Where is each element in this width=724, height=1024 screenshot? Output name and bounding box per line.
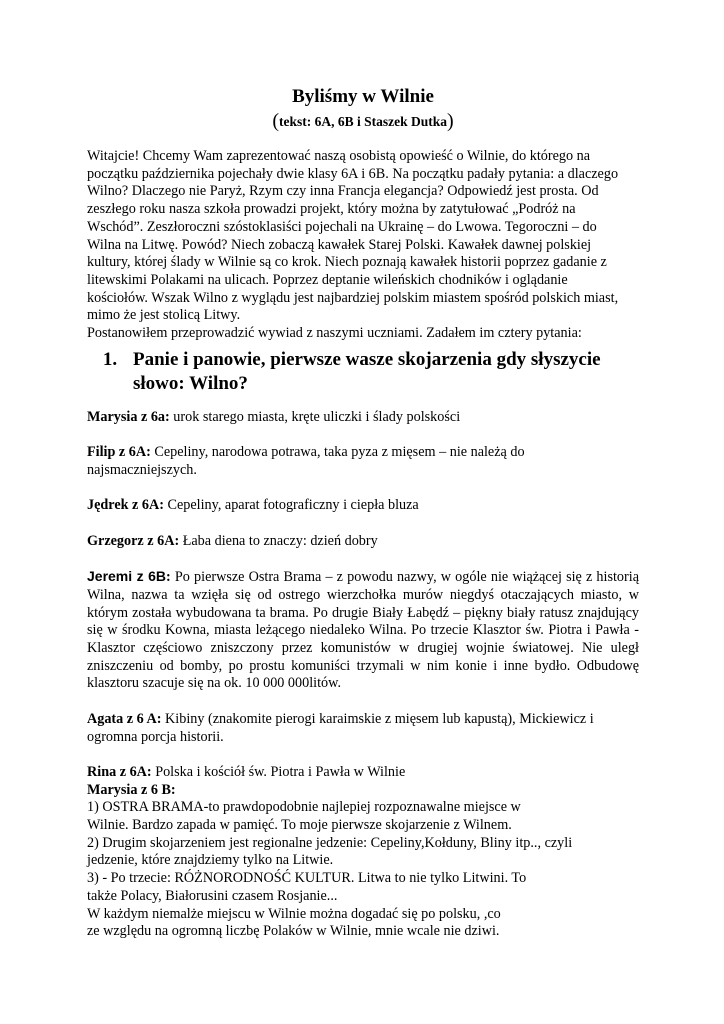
answer-text: urok starego miasta, kręte uliczki i ślady polskości xyxy=(169,409,461,425)
answer-jeremi-6b xyxy=(87,568,639,693)
answer-rina-6a xyxy=(87,764,639,782)
answer-line: jedzenie, które znajdziemy tylko na Litwie. xyxy=(87,852,334,869)
answer-grzegorz-6a xyxy=(87,533,639,551)
answer-text: Cepeliny, narodowa potrawa, taka pyza z mięsem – nie należą do xyxy=(150,444,525,461)
question-heading xyxy=(87,348,639,396)
intro-line: litewskimi Polakami na ulicach. Poprzez deptanie wileńskich chodników i oglądanie xyxy=(87,271,568,288)
answer-line: także Polacy, Białorusini czasem Rosjanie... xyxy=(87,887,338,904)
answer-text: Kibiny (znakomite pierogi karaimskie z mięsem lub kapustą), Mickiewicz i xyxy=(161,710,594,727)
question-number: 1. xyxy=(102,349,118,370)
intro-line: kościołów. Wszak Wilno z wyglądu jest najbardziej polskim miastem spośród polskich miast, xyxy=(87,289,619,306)
answer-line: 3) - Po trzecie: RÓŻNORODNOŚĆ KULTUR. Litwa to nie tylko Litwini. To xyxy=(87,870,527,887)
answer-line: 1) OSTRA BRAMA-to prawdopodobnie najlepiej rozpoznawalne miejsce w xyxy=(87,799,521,816)
answer-line: 2) Drugim skojarzeniem jest regionalne jedzenie: Cepeliny,Kołduny, Bliny itp.., czyli xyxy=(87,834,573,851)
respondent-name: Grzegorz z 6A: xyxy=(87,532,180,549)
document-subtitle xyxy=(87,110,639,133)
intro-line: Wilno? Dlaczego nie Paryż, Rzym czy inna Francja elegancja? Odpowiedź jest prosta. Od xyxy=(87,183,599,200)
document-title: Byliśmy w Wilnie xyxy=(292,86,434,107)
intro-line: Postanowiłem przeprowadzić wywiad z naszymi uczniami. Zadałem im cztery pytania: xyxy=(87,325,582,342)
answer-line: ze względu na ogromną liczbę Polaków w Wilnie, mnie wcale nie dziwi. xyxy=(87,923,500,940)
intro-line: początku października pojechały dwie klasy 6A i 6B. Na początku padały pytania: a dlaczego xyxy=(87,165,619,182)
answer-line: W każdym niemalże miejscu w Wilnie można dogadać się po polsku, ,co xyxy=(87,905,501,922)
intro-line: Wilna na Litwę. Powód? Niech zobaczą kawałek Starej Polski. Kawałek dawnej polskiej xyxy=(87,236,592,253)
subtitle-open-paren: ( xyxy=(272,110,279,132)
answer-text: Łaba diena to znaczy: dzień dobry xyxy=(179,532,378,549)
intro-line: Wschód”. Zeszłoroczni szóstoklasiści pojechali na Ukrainę – do Lwowa. Tegoroczni – do xyxy=(87,218,597,235)
intro-line: zeszłego roku nasza szkoła prowadzi projekt, który można by zatytułować „Podróż na xyxy=(87,201,576,218)
answer-jedrek-6a xyxy=(87,497,639,515)
intro-line: Witajcie! Chcemy Wam zaprezentować naszą osobistą opowieść o Wilnie, do którego na xyxy=(87,148,591,164)
respondent-name: Filip z 6A: xyxy=(87,444,151,461)
answer-agata-6a xyxy=(87,711,639,729)
question-text: Panie i panowie, pierwsze wasze skojarzenia gdy słyszycie słowo: Wilno? xyxy=(133,349,601,394)
answer-text: Po pierwsze Ostra Brama – z powodu nazwy, w ogóle nie wiążącej się z historią Wilna, nazwa ta wzięła się od ostrego wierzchołka murów niegdyś otaczających miasto, w którym została wybudowana ta brama. Po drugie Biały Łabędź – piękny biały ratusz znajdujący się w środku Kowna, miasta leżącego niedaleko Wilna. Po trzecie Klasztor św. Piotra i Pawła - Klasztor częściowo zniszczony przez komunistów w drugiej wojnie światowej. Nie uległ zniszczeniu od bomby, po prostu komuniści trzymali w nim konie i inne bydło. Odbudowę klasztoru szacuje się na ok. 10 000 000litów. xyxy=(87,569,639,692)
answer-marysia-6a xyxy=(87,409,639,427)
respondent-name: Jędrek z 6A: xyxy=(87,497,164,514)
answer-text-continued: ogromna porcja historii. xyxy=(87,728,224,745)
answers-section xyxy=(87,409,639,941)
answer-line: Wilnie. Bardzo zapada w pamięć. To moje pierwsze skojarzenie z Wilnem. xyxy=(87,817,512,834)
respondent-name: Jeremi z 6B xyxy=(87,568,167,585)
respondent-name-marysia-6b: Marysia z 6 B: xyxy=(87,781,176,798)
respondent-name-colon: : xyxy=(166,569,171,586)
respondent-name: Rina z 6A: xyxy=(87,763,152,780)
answer-text-continued: najsmaczniejszych. xyxy=(87,462,197,479)
answer-text: Polska i kościół św. Piotra i Pawła w Wilnie xyxy=(151,763,406,780)
answer-filip-6a xyxy=(87,444,639,462)
subtitle-close-paren: ) xyxy=(447,110,454,132)
answer-text: Cepeliny, aparat fotograficzny i ciepła bluza xyxy=(163,497,419,514)
respondent-name: Agata z 6 A: xyxy=(87,710,162,727)
intro-line: mimo że jest stolicą Litwy. xyxy=(87,307,241,324)
respondent-name: Marysia z 6a: xyxy=(87,409,170,425)
subtitle-text: tekst: 6A, 6B i Staszek Dutka xyxy=(278,114,447,129)
intro-paragraph xyxy=(87,148,639,343)
intro-line: kultury, której ślady w Wilnie są co krok. Niech poznają kawałek historii poprzez gadanie z xyxy=(87,254,607,271)
